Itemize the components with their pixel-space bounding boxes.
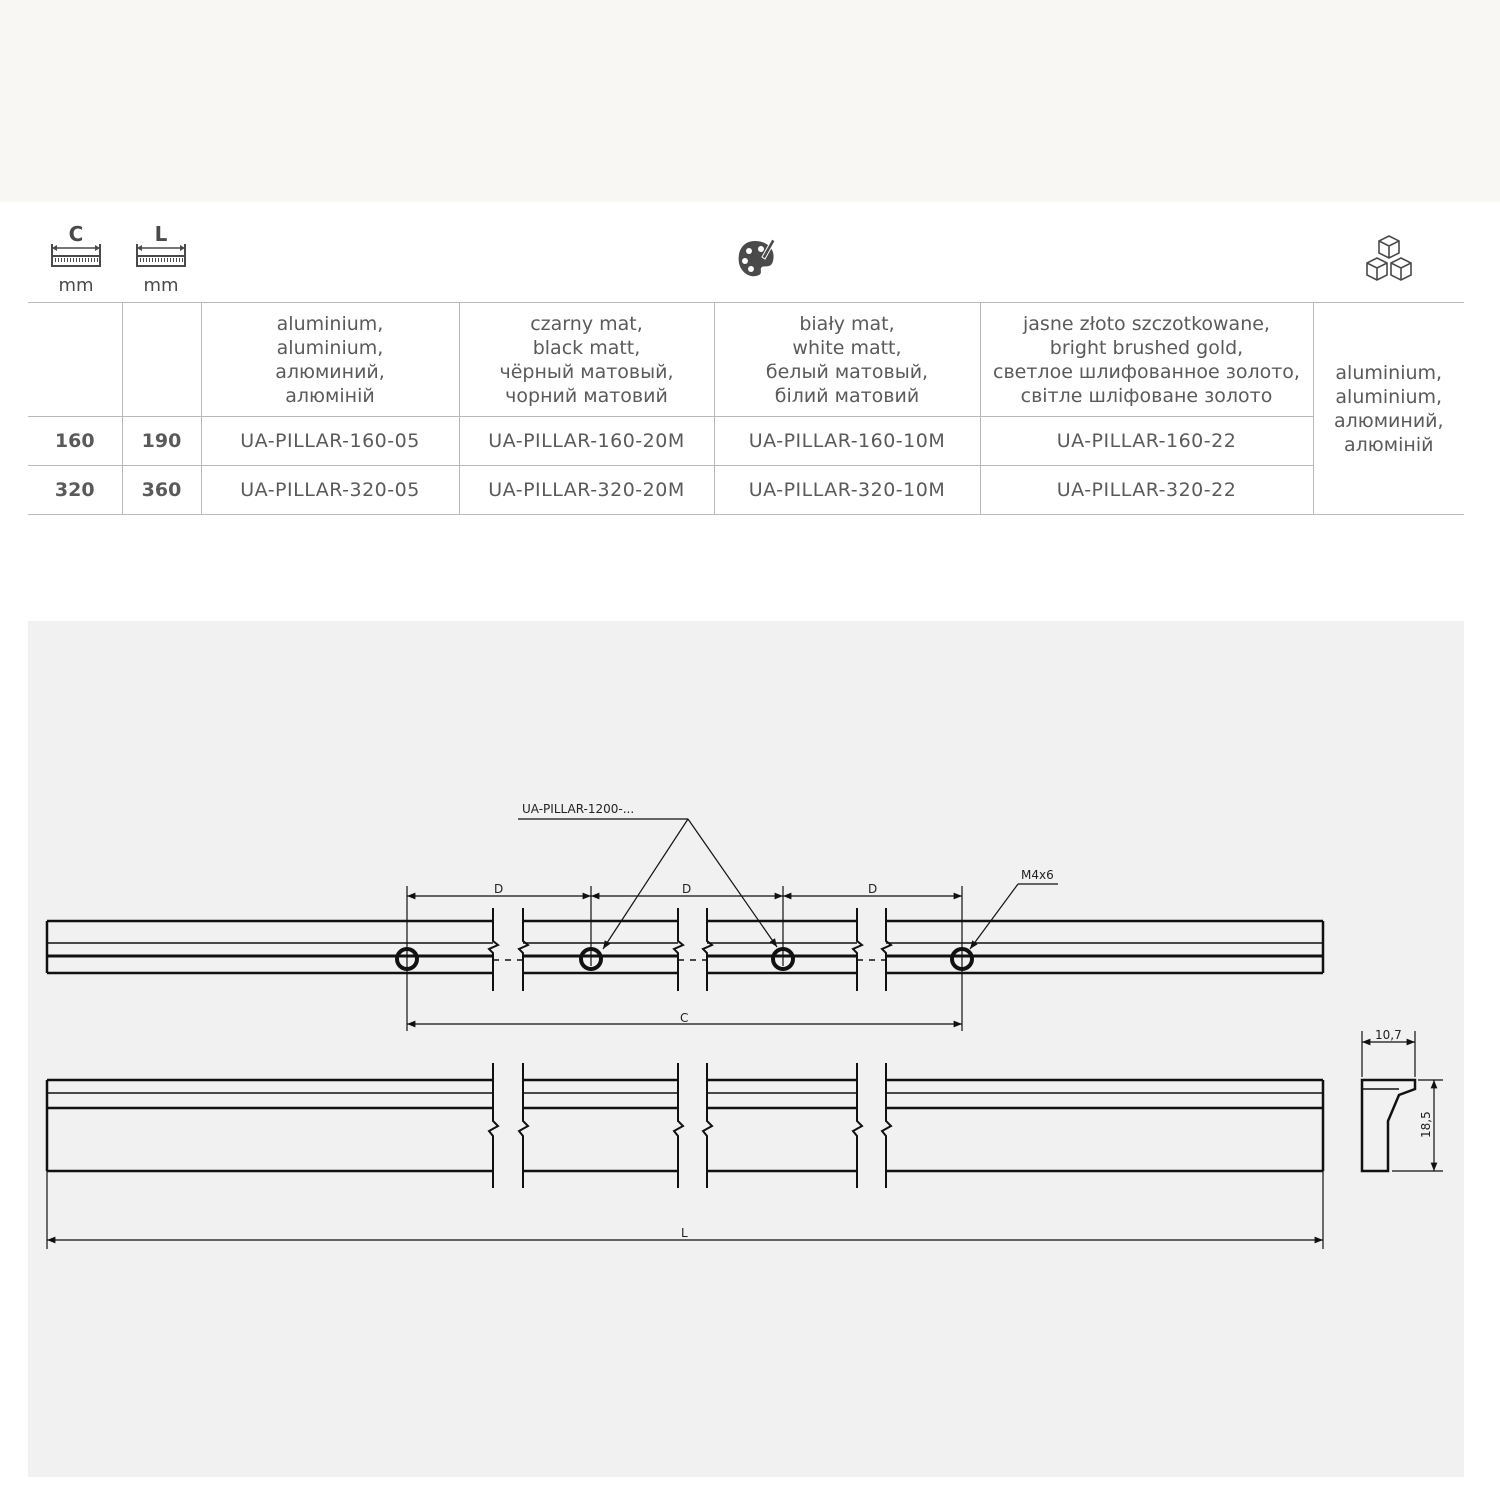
technical-drawing	[28, 621, 1464, 1477]
product-code: UA-PILLAR-160-20M	[459, 417, 714, 466]
table-header-row	[28, 303, 1464, 417]
c-value: 160	[28, 417, 122, 466]
finish-brushed-gold	[980, 303, 1313, 417]
finish-line: biały mat,	[799, 312, 895, 335]
product-code: UA-PILLAR-320-10M	[714, 466, 980, 515]
product-code: UA-PILLAR-320-20M	[459, 466, 714, 515]
finish-line: black matt,	[532, 336, 641, 359]
part-label: UA-PILLAR-1200-...	[522, 802, 635, 816]
top-view	[47, 921, 1323, 973]
height-label: 18,5	[1419, 1111, 1433, 1138]
c-letter: C	[68, 222, 84, 246]
l-value: 360	[122, 466, 201, 515]
finish-line: czarny mat,	[530, 312, 643, 335]
finish-white-matt	[714, 303, 980, 417]
d-label: D	[494, 882, 504, 896]
header-cell-l	[122, 303, 201, 417]
l-label: L	[681, 1226, 688, 1240]
finish-line: алюминий,	[275, 360, 385, 383]
c-dimension-header	[46, 224, 106, 295]
material-line: aluminium,	[1335, 385, 1443, 408]
l-dimension-header	[131, 224, 191, 295]
finish-aluminium	[201, 303, 459, 417]
material-line: aluminium,	[1335, 361, 1443, 384]
cubes-icon	[1363, 234, 1415, 284]
c-value: 320	[28, 466, 122, 515]
product-code: UA-PILLAR-320-22	[980, 466, 1313, 515]
material-line: алюміній	[1344, 433, 1434, 456]
finish-line: чёрный матовый,	[499, 360, 674, 383]
profile-section	[1362, 1080, 1415, 1171]
material-line: алюминий,	[1333, 409, 1444, 432]
finish-line: світле шліфоване золото	[1020, 384, 1273, 407]
d-label: D	[682, 882, 692, 896]
product-code: UA-PILLAR-320-05	[201, 466, 459, 515]
l-unit: mm	[143, 275, 179, 296]
finish-line: белый матовый,	[765, 360, 929, 383]
finish-line: aluminium,	[276, 336, 384, 359]
c-label: C	[680, 1011, 689, 1025]
l-letter: L	[154, 222, 168, 246]
screw-label: M4x6	[1021, 868, 1054, 882]
finish-line: чорний матовий	[505, 384, 668, 407]
finish-line: алюміній	[285, 384, 375, 407]
finish-line: jasne złoto szczotkowane,	[1023, 312, 1270, 335]
d-label: D	[868, 882, 878, 896]
finish-line: white matt,	[792, 336, 902, 359]
ruler-icon	[46, 244, 106, 270]
finish-line: светлое шлифованное золото,	[993, 360, 1300, 383]
table-row	[28, 466, 1464, 515]
product-table	[28, 302, 1464, 515]
technical-drawing-panel	[28, 621, 1464, 1477]
side-view	[47, 1080, 1323, 1171]
table-row	[28, 417, 1464, 466]
finish-line: aluminium,	[276, 312, 384, 335]
palette-icon	[735, 237, 779, 281]
ruler-icon	[131, 244, 191, 270]
header-cell-c	[28, 303, 122, 417]
finish-line: bright brushed gold,	[1049, 336, 1244, 359]
product-code: UA-PILLAR-160-22	[980, 417, 1313, 466]
material-cell	[1313, 303, 1464, 515]
width-label: 10,7	[1375, 1028, 1402, 1042]
top-band	[0, 0, 1500, 202]
c-unit: mm	[58, 275, 94, 296]
finish-black-matt	[459, 303, 714, 417]
finish-line: білий матовий	[774, 384, 920, 407]
product-code: UA-PILLAR-160-05	[201, 417, 459, 466]
l-value: 190	[122, 417, 201, 466]
product-code: UA-PILLAR-160-10M	[714, 417, 980, 466]
